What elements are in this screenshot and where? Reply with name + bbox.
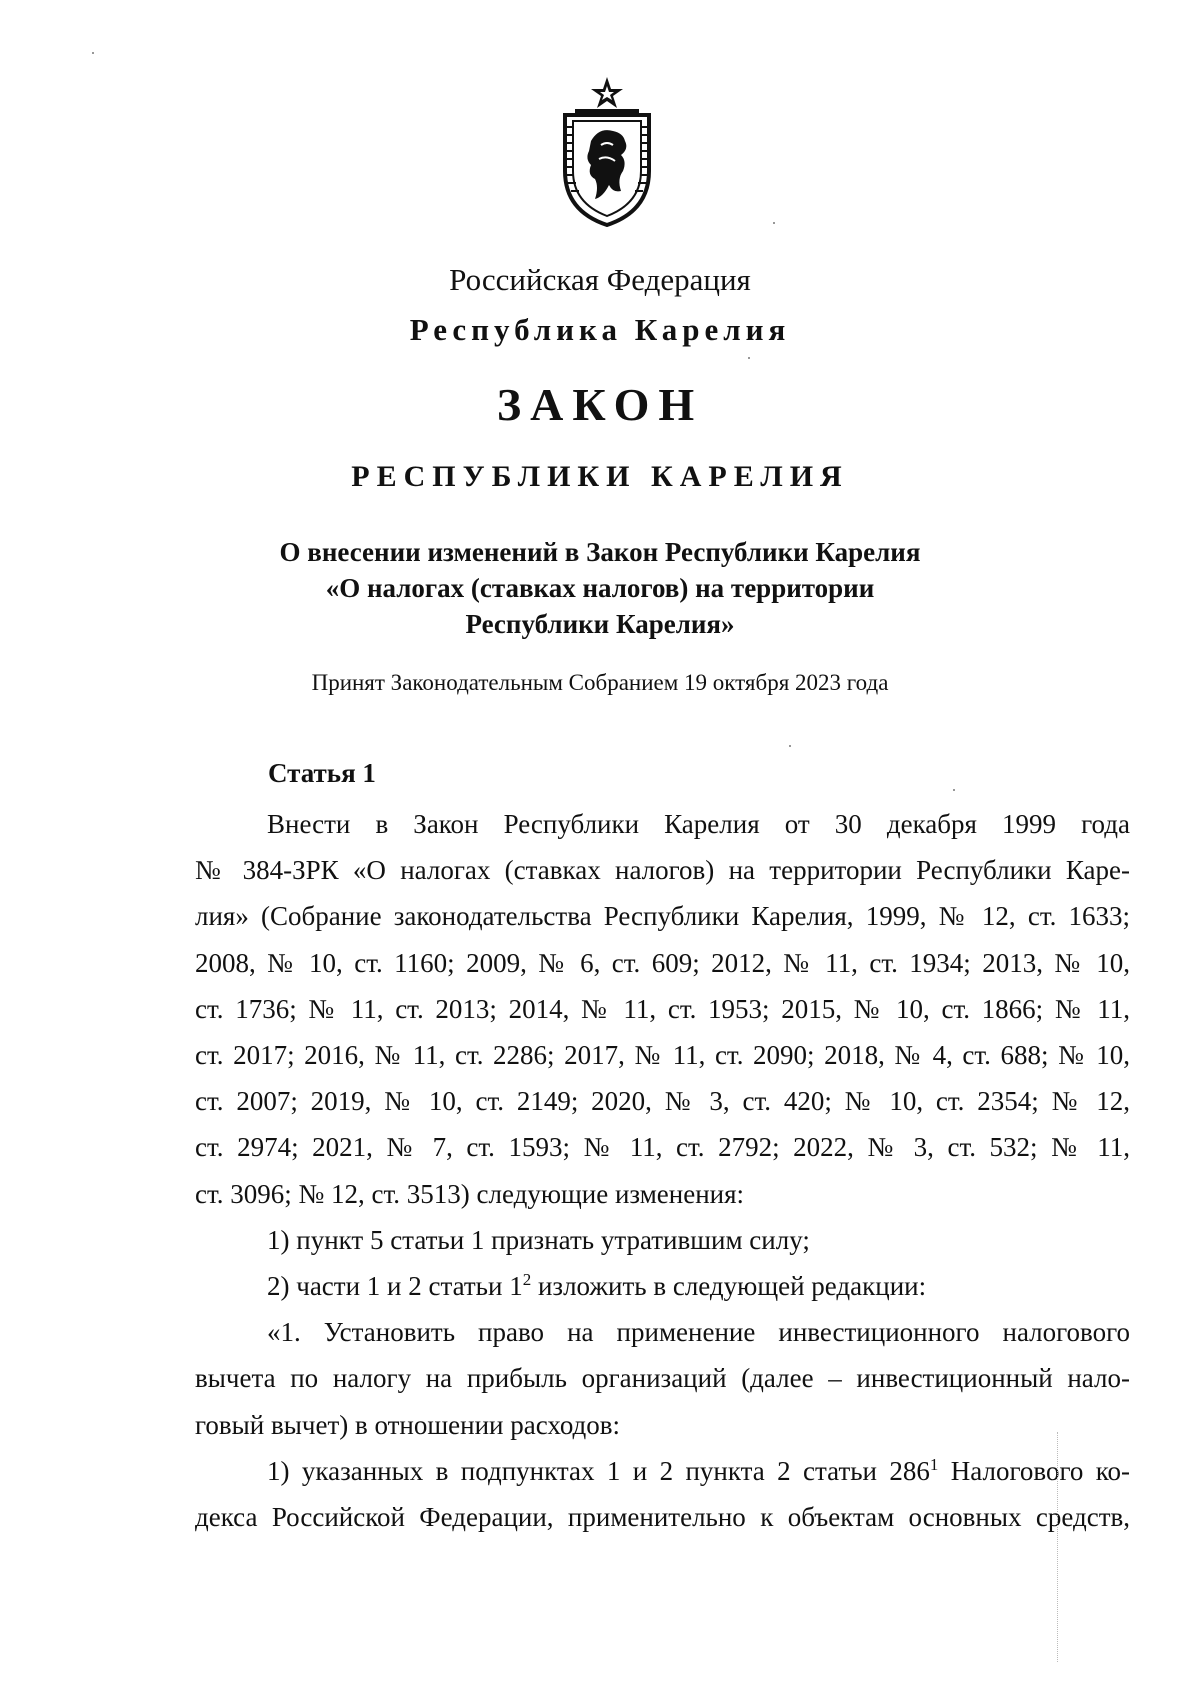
adoption-date: Принят Законодательным Собранием 19 октября 2023 года	[311, 670, 889, 695]
republic-name: Республика Карелия	[409, 312, 791, 347]
superscript: 1	[929, 1454, 939, 1474]
document-type: ЗАКОН	[496, 379, 704, 430]
law-title-line-1: О внесении изменений в Закон Республики Карелия	[279, 537, 921, 567]
country-name: Российская Федерация	[449, 262, 751, 297]
list-item-2: 2) части 1 и 2 статьи $1^2$ изложить в следующей редакции:	[267, 1270, 927, 1302]
body-line: ст. 2017; 2016, № 11, ст. 2286; 2017, № 11, ст. 2090; 2018, № 4, ст. 688; № 10,	[195, 1040, 1130, 1071]
article-heading: Статья 1	[268, 758, 376, 788]
body-line: № 384-ЗРК «О налогах (ставках налогов) на территории Республики Каре-	[195, 855, 1130, 886]
scan-speck	[92, 52, 94, 54]
superscript: 2	[522, 1270, 532, 1290]
body-line: 2008, № 10, ст. 1160; 2009, № 6, ст. 609; 2012, № 11, ст. 1934; 2013, № 10,	[195, 947, 1130, 978]
body-line: ст. 2007; 2019, № 10, ст. 2149; 2020, № 3, ст. 420; № 10, ст. 2354; № 12,	[195, 1086, 1130, 1117]
list-item-1: 1) пункт 5 статьи 1 признать утратившим силу;	[267, 1224, 810, 1255]
scan-speck	[789, 745, 791, 747]
law-title-line-2: «О налогах (ставках налогов) на территории	[325, 573, 875, 603]
body-line: лия» (Собрание законодательства Республики Карелия, 1999, № 12, ст. 1633;	[195, 901, 1130, 932]
document-issuer: РЕСПУБЛИКИ КАРЕЛИЯ	[351, 460, 849, 493]
quote-line: «1. Установить право на применение инвестиционного налогового	[267, 1317, 1130, 1348]
scan-speck	[953, 789, 955, 791]
body-line: ст. 2974; 2021, № 7, ст. 1593; № 11, ст. 2792; 2022, № 3, ст. 532; № 11,	[195, 1132, 1130, 1163]
scan-speck	[748, 357, 750, 359]
body-line: ст. 1736; № 11, ст. 2013; 2014, № 11, ст. 1953; 2015, № 10, ст. 1866; № 11,	[195, 993, 1130, 1024]
article-body	[195, 801, 1130, 1540]
sub-item-1: 1) указанных в подпунктах 1 и 2 пункта 2 статьи $286^1$ Налогового ко-	[267, 1454, 1130, 1486]
quote-line: говый вычет) в отношении расходов:	[195, 1409, 621, 1440]
scan-artifact-line	[1057, 1432, 1058, 1662]
law-title-line-3: Республики Карелия»	[465, 609, 735, 639]
scan-speck	[773, 222, 775, 224]
body-line: декса Российской Федерации, применительно к объектам основных средств,	[195, 1502, 1130, 1533]
quote-line: вычета по налогу на прибыль организаций (далее – инвестиционный нало-	[195, 1363, 1130, 1394]
body-line: Внести в Закон Республики Карелия от 30 декабря 1999 года	[267, 809, 1130, 839]
body-line: ст. 3096; № 12, ст. 3513) следующие изменения:	[195, 1178, 745, 1209]
coat-of-arms-icon	[555, 75, 659, 227]
